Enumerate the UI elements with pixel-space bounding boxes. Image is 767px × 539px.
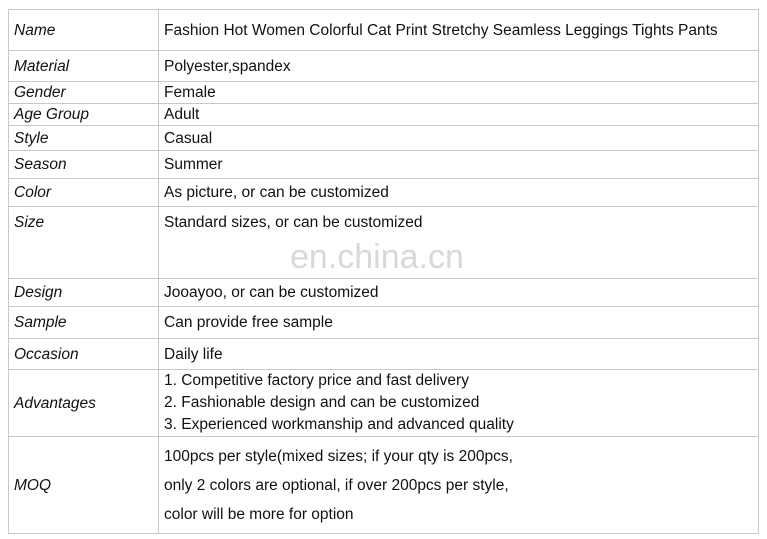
- row-value: Casual: [159, 126, 759, 151]
- row-value: Daily life: [159, 339, 759, 370]
- advantages-list: [159, 370, 759, 437]
- row-label: Design: [9, 279, 159, 307]
- row-value: Adult: [159, 104, 759, 126]
- row-label: Style: [9, 126, 159, 151]
- row-value: Jooayoo, or can be customized: [159, 279, 759, 307]
- table-row-size: [9, 207, 759, 279]
- moq-line: only 2 colors are optional, if over 200pcs per style,: [164, 476, 509, 494]
- table-row-name: [9, 10, 759, 51]
- moq-line: color will be more for option: [164, 505, 354, 523]
- row-label: MOQ: [9, 437, 159, 534]
- moq-line: 100pcs per style(mixed sizes; if your qty is 200pcs,: [164, 447, 513, 465]
- row-label: Color: [9, 179, 159, 207]
- watermark: en.china.cn: [290, 238, 464, 276]
- row-value: Summer: [159, 151, 759, 179]
- table-row-season: [9, 151, 759, 179]
- row-label: Name: [9, 10, 159, 51]
- row-label: Size: [9, 207, 159, 279]
- row-label: Gender: [9, 82, 159, 104]
- row-label: Sample: [9, 307, 159, 339]
- table-row-gender: [9, 82, 759, 104]
- row-value: Female: [159, 82, 759, 104]
- row-label: Advantages: [9, 370, 159, 437]
- table-row-material: [9, 51, 759, 82]
- row-label: Age Group: [9, 104, 159, 126]
- list-item: 3. Experienced workmanship and advanced quality: [164, 416, 514, 433]
- table-row-occasion: [9, 339, 759, 370]
- table-row-sample: [9, 307, 759, 339]
- table-row-moq: [9, 437, 759, 534]
- table-row-color: [9, 179, 759, 207]
- list-item: 1. Competitive factory price and fast delivery: [164, 372, 469, 389]
- list-item: 2. Fashionable design and can be customized: [164, 394, 480, 411]
- table-row-style: [9, 126, 759, 151]
- table-row-design: [9, 279, 759, 307]
- moq-text: [159, 437, 759, 534]
- table-row-age-group: [9, 104, 759, 126]
- product-spec-table: [8, 9, 759, 534]
- row-value: As picture, or can be customized: [159, 179, 759, 207]
- row-value: Polyester,spandex: [159, 51, 759, 82]
- row-value: Fashion Hot Women Colorful Cat Print Stretchy Seamless Leggings Tights Pants: [159, 10, 759, 51]
- table-row-advantages: [9, 370, 759, 437]
- row-label: Material: [9, 51, 159, 82]
- row-value: Standard sizes, or can be customized: [159, 207, 759, 279]
- row-value: Can provide free sample: [159, 307, 759, 339]
- row-label: Occasion: [9, 339, 159, 370]
- row-label: Season: [9, 151, 159, 179]
